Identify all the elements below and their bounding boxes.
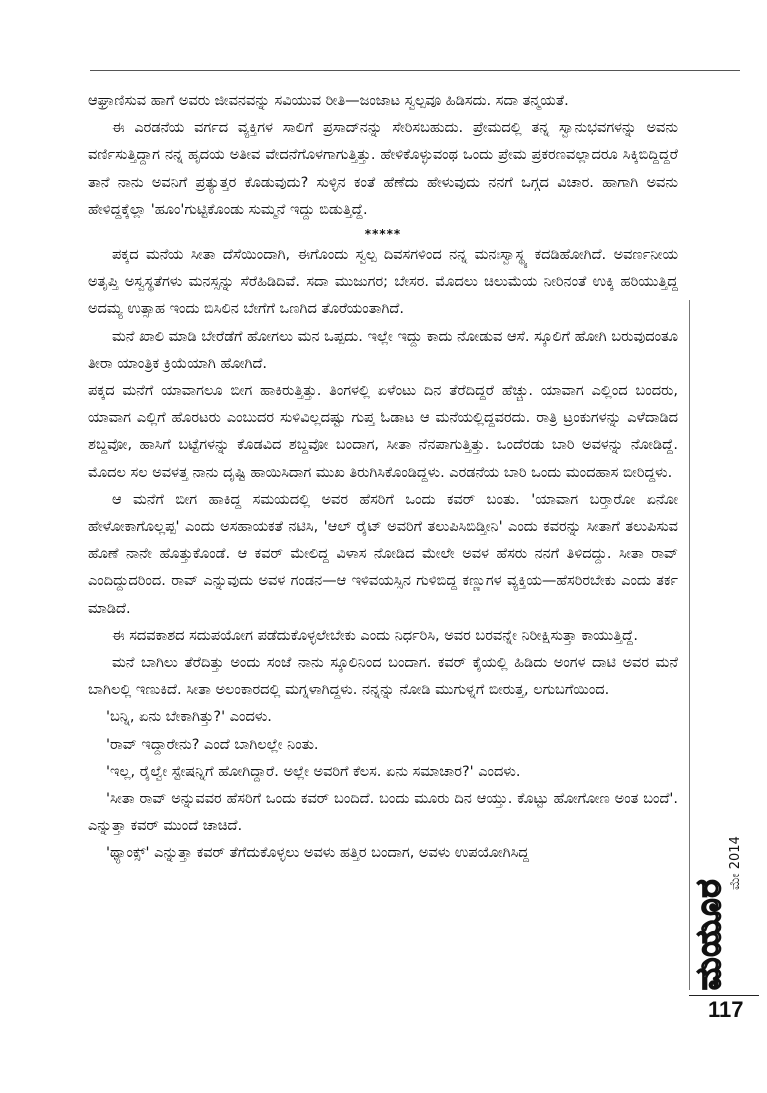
page-number: 117 <box>708 997 744 1022</box>
dialog-line-4: 'ಸೀತಾ ರಾವ್ ಅನ್ನುವವರ ಹೆಸರಿಗೆ ಒಂದು ಕವರ್ ಬಂದಿದೆ. ಬಂದು ಮೂರು ದಿನ ಆಯ್ತು. ಕೊಟ್ಟು ಹೋಗೋಣ ಅಂತ ಬಂದೆ'. ಎನ್ನುತ್ತಾ ಕವರ್ ಮುಂದೆ ಚಾಚಿದೆ. <box>88 791 678 835</box>
paragraph-3: ಪಕ್ಕದ ಮನೆಯ ಸೀತಾ ದೆಸೆಯಿಂದಾಗಿ, ಈಗೊಂದು ಸ್ವಲ್ಪ ದಿವಸಗಳಿಂದ ನನ್ನ ಮನಃಸ್ವಾಸ್ಥ್ಯ ಕದಡಿಹೋಗಿದೆ. ಅವರ್ಣನೀಯ ಅತೃಪ್ತಿ ಅಸ್ವಸ್ಥತೆಗಳು ಮನಸ್ಸನ್ನು ಸೆರೆಹಿಡಿದಿವೆ. ಸದಾ ಮುಜುಗರ; ಬೇಸರ. ಮೊದಲು ಚಿಲುಮೆಯ ನೀರಿನಂತೆ ಉಕ್ಕಿ ಹರಿಯುತ್ತಿದ್ದ ಅದಮ್ಯ ಉತ್ಸಾಹ ಇಂದು ಬಿಸಿಲಿನ ಬೇಗೆಗೆ ಒಣಗಿದ ತೊರೆಯಂತಾಗಿದೆ. <box>88 247 678 318</box>
paragraph-4: ಮನೆ ಖಾಲಿ ಮಾಡಿ ಬೇರೆಡೆಗೆ ಹೋಗಲು ಮನ ಒಪ್ಪದು. ಇಲ್ಲೇ ಇದ್ದು ಕಾದು ನೋಡುವ ಆಸೆ. ಸ್ಕೂಲಿಗೆ ಹೋಗಿ ಬರುವುದಂತೂ ತೀರಾ ಯಾಂತ್ರಿಕ ಕ್ರಿಯೆಯಾಗಿ ಹೋಗಿದೆ. <box>88 328 678 372</box>
article-body <box>88 88 678 868</box>
section-separator: ***** <box>364 227 402 242</box>
paragraph-5: ಪಕ್ಕದ ಮನೆಗೆ ಯಾವಾಗಲೂ ಬೀಗ ಹಾಕಿರುತ್ತಿತ್ತು. ತಿಂಗಳಲ್ಲಿ ಏಳೆಂಟು ದಿನ ತೆರೆದಿದ್ದರೆ ಹೆಚ್ಚು. ಯಾವಾಗ ಎಲ್ಲಿಂದ ಬಂದರು, ಯಾವಾಗ ಎಲ್ಲಿಗೆ ಹೊರಟರು ಎಂಬುದರ ಸುಳಿವಿಲ್ಲದಷ್ಟು ಗುಪ್ತ ಓಡಾಟ ಆ ಮನೆಯಲ್ಲಿದ್ದವರದು. ರಾತ್ರಿ ಟ್ರಂಕುಗಳನ್ನು ಎಳೆದಾಡಿದ ಶಬ್ದವೋ, ಹಾಸಿಗೆ ಬಟ್ಟೆಗಳನ್ನು ಕೊಡವಿದ ಶಬ್ದವೋ ಬಂದಾಗ, ಸೀತಾ ನೆನಪಾಗುತ್ತಿತ್ತು. ಒಂದೆರಡು ಬಾರಿ ಅವಳನ್ನು ನೋಡಿದ್ದೆ. ಮೊದಲ ಸಲ ಅವಳತ್ತ ನಾನು ದೃಷ್ಟಿ ಹಾಯಿಸಿದಾಗ ಮುಖ ತಿರುಗಿಸಿಕೊಂಡಿದ್ದಳು. ಎರಡನೆಯ ಬಾರಿ ಒಂದು ಮಂದಹಾಸ ಬೀರಿದ್ದಳು. <box>88 383 678 481</box>
paragraph-8: ಮನೆ ಬಾಗಿಲು ತೆರೆದಿತ್ತು ಅಂದು ಸಂಜೆ ನಾನು ಸ್ಕೂಲಿನಿಂದ ಬಂದಾಗ. ಕವರ್ ಕೈಯಲ್ಲಿ ಹಿಡಿದು ಅಂಗಳ ದಾಟಿ ಅವರ ಮನೆ ಬಾಗಿಲಲ್ಲಿ ಇಣುಕಿದೆ. ಸೀತಾ ಅಲಂಕಾರದಲ್ಲಿ ಮಗ್ನಳಾಗಿದ್ದಳು. ನನ್ನನ್ನು ನೋಡಿ ಮುಗುಳ್ನಗೆ ಬೀರುತ್ತ, ಲಗುಬಗೆಯಿಂದ. <box>88 655 678 699</box>
magazine-logo: ಮಯೂರ <box>689 878 729 990</box>
dialog-line-2: 'ರಾವ್ ಇದ್ದಾರೇನು? ಎಂದೆ ಬಾಗಿಲಲ್ಲೇ ನಿಂತು. <box>106 736 319 753</box>
dialog-line-5: 'ಥ್ಯಾಂಕ್ಸ್' ಎನ್ನುತ್ತಾ ಕವರ್ ತೆಗೆದುಕೊಳ್ಳಲು ಅವಳು ಹತ್ತಿರ ಬಂದಾಗ, ಅವಳು ಉಪಯೋಗಿಸಿದ್ದ <box>106 845 529 862</box>
paragraph-6: ಆ ಮನೆಗೆ ಬೀಗ ಹಾಕಿದ್ದ ಸಮಯದಲ್ಲಿ ಅವರ ಹೆಸರಿಗೆ ಒಂದು ಕವರ್ ಬಂತು. 'ಯಾವಾಗ ಬರ‍್ತಾರೋ ಏನೋ ಹೇಳೋಕಾಗೊಲ್ಲಪ್ಪ' ಎಂದು ಅಸಹಾಯಕತೆ ನಟಿಸಿ, 'ಆಲ್ ರೈಟ್ ಅವರಿಗೆ ತಲುಪಿಸಿಬಿಡ್ತೀನಿ' ಎಂದು ಕವರನ್ನು ಸೀತಾಗೆ ತಲುಪಿಸುವ ಹೊಣೆ ನಾನೇ ಹೊತ್ತುಕೊಂಡೆ. ಆ ಕವರ್ ಮೇಲಿದ್ದ ವಿಳಾಸ ನೋಡಿದ ಮೇಲೇ ಅವಳ ಹೆಸರು ನನಗೆ ತಿಳಿದದ್ದು. ಸೀತಾ ರಾವ್ ಎಂದಿದ್ದುದರಿಂದ. ರಾವ್ ಎನ್ನುವುದು ಅವಳ ಗಂಡನ—ಆ ಇಳಿವಯಸ್ಸಿನ ಗುಳಿಬಿದ್ದ ಕಣ್ಣುಗಳ ವ್ಯಕ್ತಿಯ—ಹೆಸರಿರಬೇಕು ಎಂದು ತರ್ಕ ಮಾಡಿದೆ. <box>88 491 678 617</box>
top-rule <box>90 70 740 71</box>
magazine-masthead <box>688 820 748 990</box>
footer-rule <box>689 995 759 996</box>
dialog-line-3: 'ಇಲ್ಲ, ರೈಲ್ವೇ ಸ್ಟೇಷನ್ನಿಗೆ ಹೋಗಿದ್ದಾರೆ. ಅಲ್ಲೇ ಅವರಿಗೆ ಕೆಲಸ. ಏನು ಸಮಾಚಾರ?' ಎಂದಳು. <box>106 763 521 780</box>
paragraph-2: ಈ ಎರಡನೆಯ ವರ್ಗದ ವ್ಯಕ್ತಿಗಳ ಸಾಲಿಗೆ ಪ್ರಸಾದ್‌ನನ್ನು ಸೇರಿಸಬಹುದು. ಪ್ರೇಮದಲ್ಲಿ ತನ್ನ ಸ್ವಾನುಭವಗಳನ್ನು ಅವನು ವರ್ಣಿಸುತ್ತಿದ್ದಾಗ ನನ್ನ ಹೃದಯ ಅತೀವ ವೇದನೆಗೊಳಗಾಗುತ್ತಿತ್ತು. ಹೇಳಿಕೊಳ್ಳುವಂಥ ಒಂದು ಪ್ರೇಮ ಪ್ರಕರಣವಲ್ಲಾದರೂ ಸಿಕ್ಕಿಬಿದ್ದಿದ್ದರೆ ತಾನೆ ನಾನು ಅವನಿಗೆ ಪ್ರತ್ಯುತ್ತರ ಕೊಡುವುದು? ಸುಳ್ಳಿನ ಕಂತೆ ಹೆಣೆದು ಹೇಳುವುದು ನನಗೆ ಒಗ್ಗದ ವಿಚಾರ. ಹಾಗಾಗಿ ಅವನು ಹೇಳಿದ್ದಕ್ಕೆಲ್ಲಾ 'ಹೂಂ'ಗುಟ್ಟಿಕೊಂಡು ಸುಮ್ಮನೆ ಇದ್ದು ಬಿಡುತ್ತಿದ್ದೆ. <box>88 120 678 218</box>
paragraph-7: ಈ ಸದವಕಾಶದ ಸದುಪಯೋಗ ಪಡೆದುಕೊಳ್ಳಲೇಬೇಕು ಎಂದು ನಿರ್ಧರಿಸಿ, ಅವರ ಬರವನ್ನೇ ನಿರೀಕ್ಷಿಸುತ್ತಾ ಕಾಯುತ್ತಿದ್ದೆ. <box>112 627 639 644</box>
paragraph-1: ಆಘ್ರಾಣಿಸುವ ಹಾಗೆ ಅವರು ಜೀವನವನ್ನು ಸವಿಯುವ ರೀತಿ—ಜಂಜಾಟ ಸ್ವಲ್ಪವೂ ಹಿಡಿಸದು. ಸದಾ ತನ್ಮಯತೆ. <box>88 93 569 109</box>
issue-date: ಮೇ 2014 <box>728 836 743 890</box>
dialog-line-1: 'ಬನ್ನಿ, ಏನು ಬೇಕಾಗಿತ್ತು?' ಎಂದಳು. <box>106 709 272 726</box>
